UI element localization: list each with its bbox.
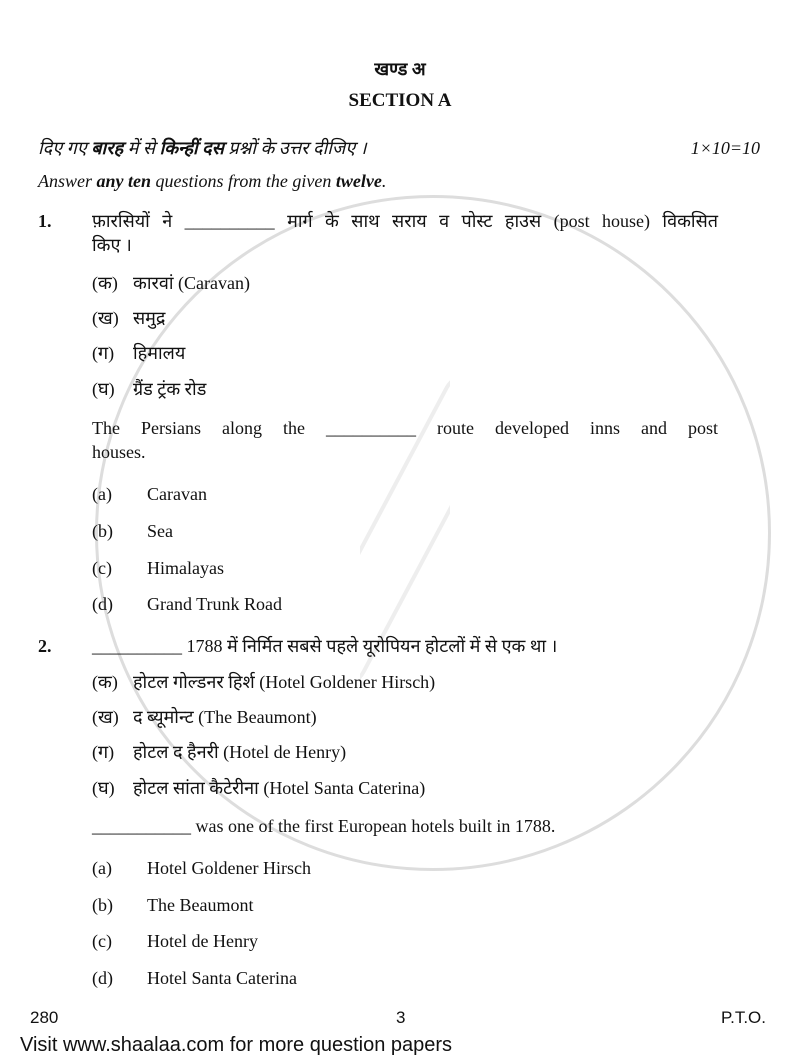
option-text: ग्रैंड ट्रंक रोड (133, 379, 207, 399)
option-text: Himalayas (147, 558, 224, 578)
option-text: The Beaumont (147, 895, 254, 915)
option-marker: (b) (92, 521, 113, 541)
option-text: Grand Trunk Road (147, 594, 283, 614)
option-marker: (घ) (92, 778, 115, 798)
option-marker: (a) (92, 858, 112, 878)
option-text: Hotel de Henry (147, 931, 258, 951)
marks: 1×10=10 (690, 138, 760, 158)
question-text-hindi: __________ 1788 में निर्मित सबसे पहले यूरोपियन होटलों में से एक था । (92, 636, 558, 656)
question-text-english: ___________ was one of the first European hotels built in 1788. (92, 816, 556, 836)
option-marker: (ग) (92, 742, 115, 762)
pto-label: P.T.O. (720, 1008, 766, 1027)
option-marker: (b) (92, 895, 113, 915)
option-marker: (क) (92, 273, 118, 293)
watermark-circle (95, 195, 771, 871)
question-text-hindi-cont: किए । (92, 235, 132, 255)
option-marker: (ख) (92, 707, 119, 727)
option-marker: (ख) (92, 308, 119, 328)
paper-code: 280 (30, 1008, 59, 1027)
visit-link[interactable]: Visit www.shaalaa.com for more question papers (20, 1034, 453, 1056)
option-marker: (a) (92, 484, 112, 504)
option-text: हिमालय (133, 343, 186, 363)
option-text: द ब्यूमोन्ट (The Beaumont) (133, 707, 317, 727)
option-text: Sea (147, 521, 173, 541)
option-text: होटल सांता कैटेरीना (Hotel Santa Caterina) (133, 778, 426, 798)
question-text-english-cont: houses. (92, 442, 146, 462)
option-marker: (घ) (92, 379, 115, 399)
question-text-hindi: फ़ारसियों ने __________ मार्ग के साथ सराय व पोस्ट हाउस (post house) विकसित (92, 211, 718, 231)
section-title-hindi: खण्ड अ (374, 59, 426, 79)
option-marker: (c) (92, 931, 112, 951)
instruction-hindi: दिए गए बारह में से किन्हीं दस प्रश्नों के उत्तर दीजिए । (38, 138, 367, 158)
option-marker: (d) (92, 968, 113, 988)
question-number: 1. (38, 211, 52, 231)
option-text: Hotel Santa Caterina (147, 968, 297, 988)
option-text: समुद्र (133, 308, 166, 328)
option-marker: (ग) (92, 343, 115, 363)
option-text: होटल द हैनरी (Hotel de Henry) (133, 742, 347, 762)
section-title: SECTION A (348, 90, 452, 111)
option-text: होटल गोल्डनर हिर्श (Hotel Goldener Hirsch) (133, 672, 436, 692)
option-text: Caravan (147, 484, 207, 504)
instruction-english: Answer any ten questions from the given twelve. (38, 171, 387, 191)
option-text: कारवां (Caravan) (133, 273, 250, 293)
option-marker: (c) (92, 558, 112, 578)
question-text-english: The Persians along the __________ route developed inns and post (92, 418, 718, 438)
option-marker: (d) (92, 594, 113, 614)
question-number: 2. (38, 636, 52, 656)
watermark-logo (360, 340, 450, 720)
page-number: 3 (396, 1008, 406, 1027)
option-marker: (क) (92, 672, 118, 692)
option-text: Hotel Goldener Hirsch (147, 858, 311, 878)
